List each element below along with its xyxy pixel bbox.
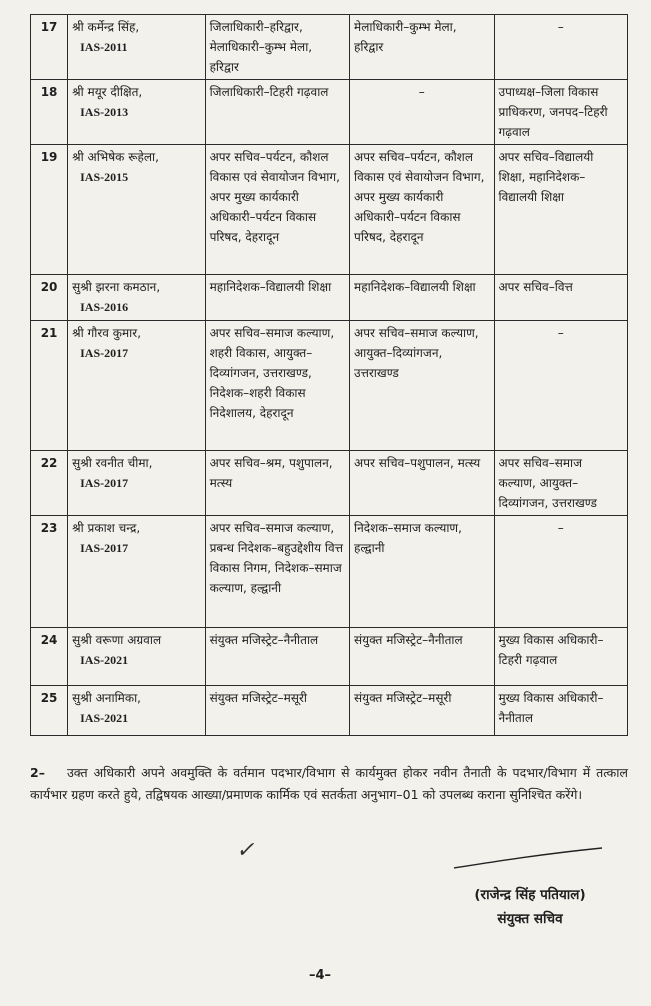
current-posting-cell (205, 321, 349, 451)
table-row (31, 80, 628, 145)
new-posting-cell (350, 686, 494, 736)
serial-number-cell: 21 (31, 321, 68, 451)
current-posting-cell (205, 15, 349, 80)
page-number: –4– (308, 968, 332, 983)
additional-charge-cell (494, 686, 628, 736)
officer-name-cell (68, 686, 205, 736)
additional-charge-cell (494, 321, 628, 451)
posting-text: उपाध्यक्ष–जिला विकास प्राधिकरण, जनपद–टिहरी गढ़वाल (498, 85, 608, 139)
new-posting-cell (350, 451, 494, 516)
new-posting-cell (350, 321, 494, 451)
ias-batch: IAS-2017 (80, 541, 129, 555)
paragraph-number: 2– (30, 765, 45, 780)
posting-text: अपर सचिव–समाज कल्याण, आयुक्त–दिव्यांगजन, उत्तराखण्ड (354, 326, 479, 380)
table-row (31, 275, 628, 321)
new-posting-cell (350, 145, 494, 275)
ias-batch: IAS-2016 (80, 300, 129, 314)
serial-number-cell: 19 (31, 145, 68, 275)
table-row (31, 15, 628, 80)
posting-text: अपर सचिव–समाज कल्याण, शहरी विकास, आयुक्त–दिव्यांगजन, उत्तराखण्ड, निदेशक–शहरी विकास निदेशालय, देहरादून (209, 326, 335, 420)
ias-batch: IAS-2017 (80, 476, 129, 490)
posting-text: अपर सचिव–समाज कल्याण, आयुक्त–दिव्यांगजन, उत्तराखण्ड (498, 456, 597, 510)
table-row (31, 321, 628, 451)
officer-name: श्री कर्मेन्द्र सिंह, (72, 20, 140, 34)
posting-text: जिलाधिकारी–हरिद्वार, मेलाधिकारी–कुम्भ मेला, हरिद्वार (209, 20, 313, 74)
officer-name-cell (68, 275, 205, 321)
table-body (31, 15, 628, 736)
additional-charge-cell (494, 145, 628, 275)
current-posting-cell (205, 145, 349, 275)
posting-text: संयुक्त मजिस्ट्रेट–नैनीताल (354, 633, 463, 647)
new-posting-cell (350, 628, 494, 686)
posting-text: जिलाधिकारी–टिहरी गढ़वाल (209, 85, 329, 99)
additional-charge-cell (494, 628, 628, 686)
current-posting-cell (205, 451, 349, 516)
instruction-paragraph (30, 762, 628, 806)
officer-name: श्री मयूर दीक्षित, (72, 85, 143, 99)
posting-text: महानिदेशक–विद्यालयी शिक्षा (354, 280, 476, 294)
new-posting-cell (350, 275, 494, 321)
posting-text: अपर सचिव–समाज कल्याण, प्रबन्ध निदेशक–बहुउद्देशीय वित्त विकास निगम, निदेशक–समाज कल्याण, हल्द्वानी (209, 521, 344, 595)
current-posting-cell (205, 686, 349, 736)
posting-text: मुख्य विकास अधिकारी–टिहरी गढ़वाल (498, 633, 604, 667)
ias-batch: IAS-2011 (80, 40, 128, 54)
table-row (31, 145, 628, 275)
empty-dash: – (557, 521, 564, 535)
officer-name-cell (68, 15, 205, 80)
table-row (31, 451, 628, 516)
posting-text: अपर सचिव–पर्यटन, कौशल विकास एवं सेवायोजन विभाग, अपर मुख्य कार्यकारी अधिकारी–पर्यटन विकास परिषद, देहरादून (209, 150, 340, 244)
table-row (31, 516, 628, 628)
serial-number-cell: 20 (31, 275, 68, 321)
officer-name: सुश्री वरूणा अग्रवाल (72, 633, 162, 647)
officer-name: सुश्री अनामिका, (72, 691, 141, 705)
officer-name-cell (68, 145, 205, 275)
officer-transfer-table (30, 14, 628, 736)
current-posting-cell (205, 275, 349, 321)
posting-text: मेलाधिकारी–कुम्भ मेला, हरिद्वार (354, 20, 457, 54)
posting-text: मुख्य विकास अधिकारी–नैनीताल (498, 691, 604, 725)
officer-name-cell (68, 321, 205, 451)
posting-text: महानिदेशक–विद्यालयी शिक्षा (209, 280, 332, 294)
serial-number-cell: 17 (31, 15, 68, 80)
posting-text: अपर सचिव–पशुपालन, मत्स्य (354, 456, 481, 470)
current-posting-cell (205, 516, 349, 628)
serial-number-cell: 22 (31, 451, 68, 516)
empty-dash: – (557, 20, 564, 34)
ias-batch: IAS-2013 (80, 105, 129, 119)
posting-text: संयुक्त मजिस्ट्रेट–मसूरी (354, 691, 452, 705)
table-row (31, 686, 628, 736)
signature-scribble (452, 846, 604, 872)
ias-batch: IAS-2021 (80, 711, 129, 725)
new-posting-cell (350, 80, 494, 145)
posting-text: अपर सचिव–श्रम, पशुपालन, मत्स्य (209, 456, 333, 490)
additional-charge-cell (494, 516, 628, 628)
current-posting-cell (205, 628, 349, 686)
posting-text: संयुक्त मजिस्ट्रेट–नैनीताल (209, 633, 319, 647)
serial-number-cell: 18 (31, 80, 68, 145)
posting-text: संयुक्त मजिस्ट्रेट–मसूरी (209, 691, 307, 705)
ias-batch: IAS-2017 (80, 346, 129, 360)
additional-charge-cell (494, 275, 628, 321)
empty-dash: – (557, 326, 564, 340)
new-posting-cell (350, 15, 494, 80)
table-row (31, 628, 628, 686)
additional-charge-cell (494, 80, 628, 145)
officer-name-cell (68, 628, 205, 686)
serial-number-cell: 23 (31, 516, 68, 628)
officer-name: श्री अभिषेक रूहेला, (72, 150, 159, 164)
ias-batch: IAS-2021 (80, 653, 129, 667)
ias-batch: IAS-2015 (80, 170, 129, 184)
empty-dash: – (418, 85, 425, 99)
additional-charge-cell (494, 451, 628, 516)
serial-number-cell: 25 (31, 686, 68, 736)
signatory-designation: संयुक्त सचिव (497, 911, 563, 927)
officer-name: श्री प्रकाश चन्द्र, (72, 521, 141, 535)
new-posting-cell (350, 516, 494, 628)
posting-text: निदेशक–समाज कल्याण, हल्द्वानी (354, 521, 462, 555)
additional-charge-cell (494, 15, 628, 80)
officer-name: श्री गौरव कुमार, (72, 326, 142, 340)
serial-number-cell: 24 (31, 628, 68, 686)
officer-name: सुश्री रवनीत चीमा, (72, 456, 153, 470)
posting-text: अपर सचिव–वित्त (498, 280, 573, 294)
handwritten-initials: ✓ (236, 838, 255, 863)
officer-name: सुश्री झरना कमठान, (72, 280, 161, 294)
signatory-name: (राजेन्द्र सिंह पतियाल) (474, 887, 586, 903)
posting-text: अपर सचिव–पर्यटन, कौशल विकास एवं सेवायोजन विभाग, अपर मुख्य कार्यकारी अधिकारी–पर्यटन विकास परिषद, देहरादून (354, 150, 485, 244)
posting-text: अपर सचिव–विद्यालयी शिक्षा, महानिदेशक–विद्यालयी शिक्षा (498, 150, 594, 204)
paragraph-text: उक्त अधिकारी अपने अवमुक्ति के वर्तमान पदभार/विभाग से कार्यमुक्त होकर नवीन तैनाती के पदभार/विभाग में तत्काल कार्यभार ग्रहण करते हुये, तद्विषयक आख्या/प्रमाणक कार्मिक एवं सतर्कता अनुभाग–01 को उपलब्ध कराना सुनिश्चित करेंगे। (30, 765, 628, 802)
officer-name-cell (68, 80, 205, 145)
officer-name-cell (68, 451, 205, 516)
officer-name-cell (68, 516, 205, 628)
current-posting-cell (205, 80, 349, 145)
